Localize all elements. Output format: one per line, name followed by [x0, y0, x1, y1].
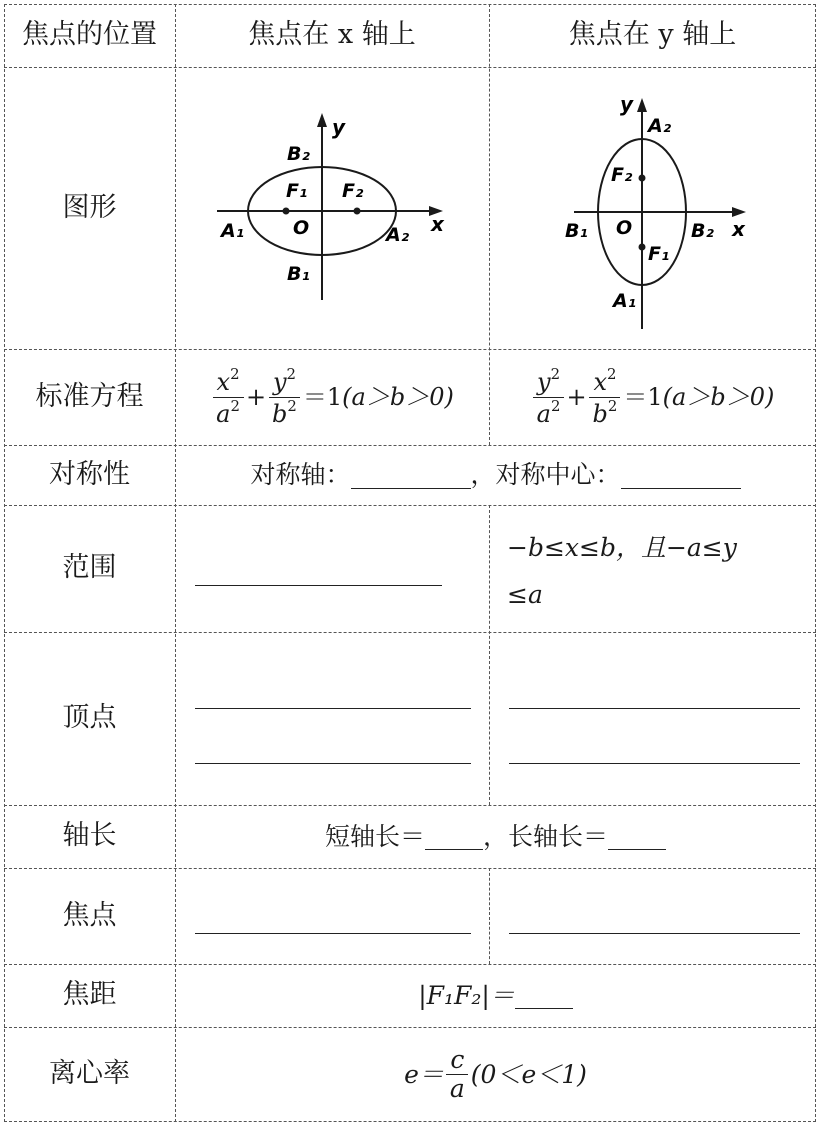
vertex-a2-label: A₂ — [386, 224, 410, 246]
focus-point — [639, 175, 646, 182]
minor-axis-label: 短轴长＝ — [324, 821, 425, 851]
minor-axis-blank — [425, 823, 483, 850]
numerator: x — [216, 368, 231, 397]
major-axis-label: ，长轴长＝ — [483, 821, 609, 851]
row-label-eccentricity: 离心率 — [49, 1058, 130, 1090]
vertex-a1-label: A₁ — [221, 220, 245, 242]
header-focus-x-axis: 焦点在 x 轴上 — [248, 19, 416, 51]
column-divider — [489, 868, 490, 964]
row-label-axis-length: 轴长 — [62, 820, 117, 852]
focal-distance-content — [175, 964, 816, 1027]
eccentricity-lhs: e＝ — [404, 1059, 444, 1089]
denominator: b — [592, 399, 608, 428]
focus-point — [283, 208, 290, 215]
y-axis-label: y — [332, 115, 346, 139]
eccentricity-content — [175, 1027, 816, 1122]
ellipse-figure-y — [489, 67, 816, 349]
x-axis-arrow-icon — [732, 207, 746, 217]
equation-rhs: ＝1 — [302, 382, 343, 411]
symmetry-axis-blank — [351, 461, 471, 488]
range-y-line2: ≤a — [507, 580, 543, 609]
focus-f1-label: F₁ — [648, 243, 670, 265]
y-axis-label: y — [620, 92, 634, 116]
y-axis-arrow-icon — [637, 98, 647, 112]
focus-point — [354, 208, 361, 215]
focus-y-blank — [509, 933, 800, 934]
focus-point — [639, 244, 646, 251]
equation-condition: (a＞b＞0) — [342, 382, 454, 411]
eccentricity-numerator: c — [446, 1047, 468, 1075]
range-y-line1: −b≤x≤b，且−a≤y — [507, 533, 737, 562]
focus-f2-label: F₂ — [611, 164, 633, 186]
vertex-b2-label: B₂ — [287, 143, 310, 165]
focal-distance-expr: |F₁F₂|＝ — [418, 980, 515, 1010]
numerator: x — [593, 368, 607, 397]
y-axis-arrow-icon — [317, 113, 327, 127]
denominator: b — [272, 399, 288, 428]
row-label-focus: 焦点 — [62, 899, 117, 931]
column-divider — [489, 505, 490, 805]
vertex-b2-label: B₂ — [691, 220, 714, 242]
row-label-symmetry: 对称性 — [49, 458, 130, 490]
vertex-x-blank — [195, 708, 471, 709]
x-axis-label: x — [732, 217, 745, 241]
row-label-focal-distance: 焦距 — [62, 979, 117, 1011]
symmetry-center-label: ，对称中心： — [470, 460, 621, 489]
vertex-a2-label: A₂ — [648, 115, 672, 137]
focus-f1-label: F₁ — [286, 180, 308, 202]
row-label-figure: 图形 — [62, 191, 117, 223]
equation-x-axis: $\frac{x^2}{a^2}$ + $\frac{y^2}{b^2}$ ＝1 (a＞b＞0) — [175, 349, 489, 445]
equation-y-axis: $\frac{y^2}{a^2}$ + $\frac{x^2}{b^2}$ ＝1 (a＞b＞0) — [489, 349, 816, 445]
symmetry-content — [175, 445, 816, 505]
eccentricity-denominator: a — [449, 1074, 465, 1103]
numerator: y — [537, 368, 551, 397]
header-focus-y-axis: 焦点在 y 轴上 — [568, 19, 737, 51]
axis-length-content — [175, 805, 816, 868]
row-label-range: 范围 — [62, 552, 117, 584]
equation-condition: (a＞b＞0) — [662, 382, 775, 411]
major-axis-blank — [608, 823, 666, 850]
equation-rhs: ＝1 — [623, 382, 663, 411]
ellipse-figure-x — [175, 67, 489, 349]
x-axis-label: x — [431, 212, 444, 236]
focus-f2-label: F₂ — [342, 180, 364, 202]
vertex-y-blank — [509, 708, 800, 709]
vertex-y-blank — [509, 763, 800, 764]
vertex-x-blank — [195, 763, 471, 764]
header-focus-position: 焦点的位置 — [22, 19, 157, 51]
symmetry-axis-label: 对称轴： — [250, 460, 351, 489]
vertex-b1-label: B₁ — [565, 220, 588, 242]
row-label-equation: 标准方程 — [35, 380, 144, 412]
focal-distance-blank — [515, 982, 573, 1009]
focus-x-blank — [195, 933, 471, 934]
origin-label: O — [293, 217, 310, 239]
vertex-b1-label: B₁ — [287, 263, 310, 285]
range-x-blank — [195, 585, 442, 586]
vertex-a1-label: A₁ — [613, 290, 637, 312]
denominator: a — [536, 399, 551, 428]
origin-label: O — [616, 217, 633, 239]
denominator: a — [216, 399, 231, 428]
row-label-vertex: 顶点 — [62, 702, 117, 734]
symmetry-center-blank — [621, 461, 741, 488]
numerator: y — [272, 368, 287, 397]
eccentricity-condition: (0＜e＜1) — [470, 1059, 587, 1089]
